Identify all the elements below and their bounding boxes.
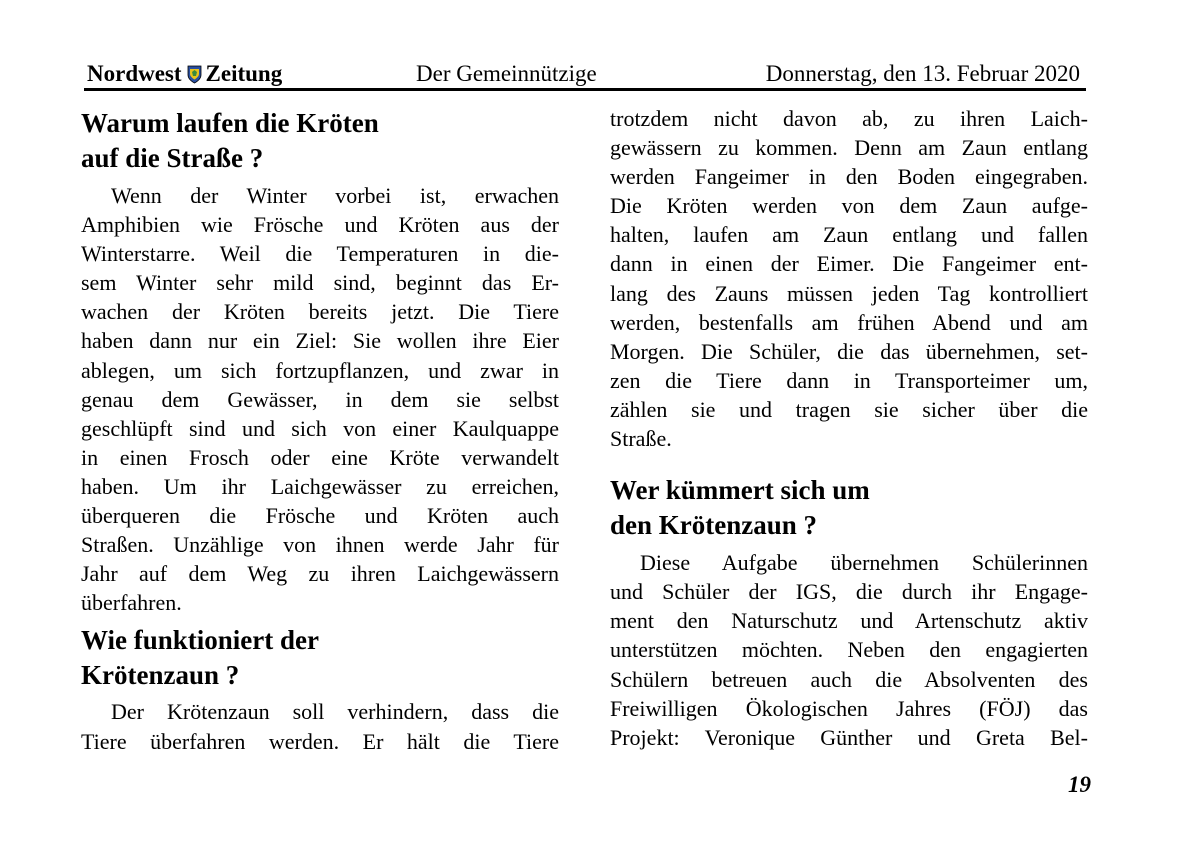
text-line: in einen Frosch oder eine Kröte verwandelt [81, 444, 559, 470]
left-column [81, 106, 559, 756]
text-line: lang des Zauns müssen jeden Tag kontrolliert [610, 280, 1088, 306]
text-line: Amphibien wie Frösche und Kröten aus der [81, 212, 559, 238]
paragraph-who-cares [610, 548, 1088, 752]
heading-how-fence-works [81, 623, 559, 693]
paragraph-how-fence-works [81, 697, 559, 755]
text-line: Morgen. Die Schüler, die das übernehmen, set- [610, 338, 1088, 364]
text-line: trotzdem nicht davon ab, zu ihren Laich- [610, 106, 1088, 131]
page-header [84, 56, 1086, 92]
text-line: geschlüpft sind und sich von einer Kaulquappe [81, 415, 559, 441]
text-line: zen die Tiere dann in Transporteimer um, [610, 367, 1088, 393]
text-line: Der Krötenzaun soll verhindern, dass die [111, 699, 559, 725]
heading-line: Krötenzaun ? [81, 660, 240, 691]
text-line: haben. Um ihr Laichgewässer zu erreichen, [81, 473, 559, 499]
text-line: ablegen, um sich fortzupflanzen, und zwar in [81, 357, 559, 383]
text-line: Tiere überfahren werden. Er hält die Tiere [81, 728, 559, 754]
text-line: unterstützen möchten. Neben den engagierten [610, 637, 1088, 663]
text-line: Winterstarre. Weil die Temperaturen in die- [81, 241, 559, 267]
header-rule [84, 88, 1086, 91]
heading-line: Warum laufen die Kröten [81, 108, 379, 138]
page-number: 19 [1068, 772, 1091, 797]
heading-who-cares [610, 473, 1088, 543]
text-line: Jahr auf dem Weg zu ihren Laichgewässern [81, 561, 559, 587]
heading-line: den Krötenzaun ? [610, 510, 818, 541]
section-title: Der Gemeinnützige [416, 61, 597, 86]
issue-date: Donnerstag, den 13. Februar 2020 [765, 61, 1080, 86]
text-line: Die Kröten werden von dem Zaun aufge- [610, 193, 1088, 219]
text-line: überfahren. [81, 590, 182, 616]
paragraph-fence-continued [610, 104, 1088, 453]
text-line: Projekt: Veronique Günther und Greta Bel- [610, 724, 1088, 750]
heading-why-toads [81, 106, 559, 176]
text-line: Diese Aufgabe übernehmen Schülerinnen [640, 550, 1088, 576]
text-line: werden, bestenfalls am frühen Abend und am [610, 309, 1088, 335]
brand-right: Zeitung [205, 61, 283, 86]
text-line: und Schüler der IGS, die durch ihr Engage- [610, 579, 1088, 605]
text-line: zählen sie und tragen sie sicher über die [610, 396, 1088, 422]
text-line: sem Winter sehr mild sind, beginnt das Er- [81, 270, 559, 296]
text-line: haben dann nur ein Ziel: Sie wollen ihre Eier [81, 328, 559, 354]
heading-line: auf die Straße ? [81, 143, 264, 173]
paragraph-why-toads [81, 181, 559, 617]
heading-line: Wer kümmert sich um [610, 475, 870, 506]
newspaper-logo [87, 61, 282, 87]
text-line: Straßen. Unzählige von ihnen werde Jahr für [81, 532, 559, 558]
text-line: Wenn der Winter vorbei ist, erwachen [111, 183, 559, 208]
text-line: wachen der Kröten bereits jetzt. Die Tiere [81, 299, 559, 325]
crest-icon [187, 65, 202, 84]
text-line: werden Fangeimer in den Boden eingegraben. [610, 164, 1088, 190]
text-line: überqueren die Frösche und Kröten auch [81, 503, 559, 529]
text-line: halten, laufen am Zaun entlang und fallen [610, 222, 1088, 248]
text-line: Schülern betreuen auch die Absolventen des [610, 666, 1088, 692]
text-line: dann in einen der Eimer. Die Fangeimer ent- [610, 251, 1088, 277]
heading-line: Wie funktioniert der [81, 625, 319, 656]
right-column [610, 104, 1088, 752]
text-line: Freiwilligen Ökologischen Jahres (FÖJ) das [610, 695, 1088, 721]
text-line: genau dem Gewässer, in dem sie selbst [81, 386, 559, 412]
text-line: gewässern zu kommen. Denn am Zaun entlang [610, 135, 1088, 161]
text-line: Straße. [610, 426, 672, 452]
brand-left: Nordwest [87, 61, 182, 86]
text-line: ment den Naturschutz und Artenschutz aktiv [610, 608, 1088, 634]
